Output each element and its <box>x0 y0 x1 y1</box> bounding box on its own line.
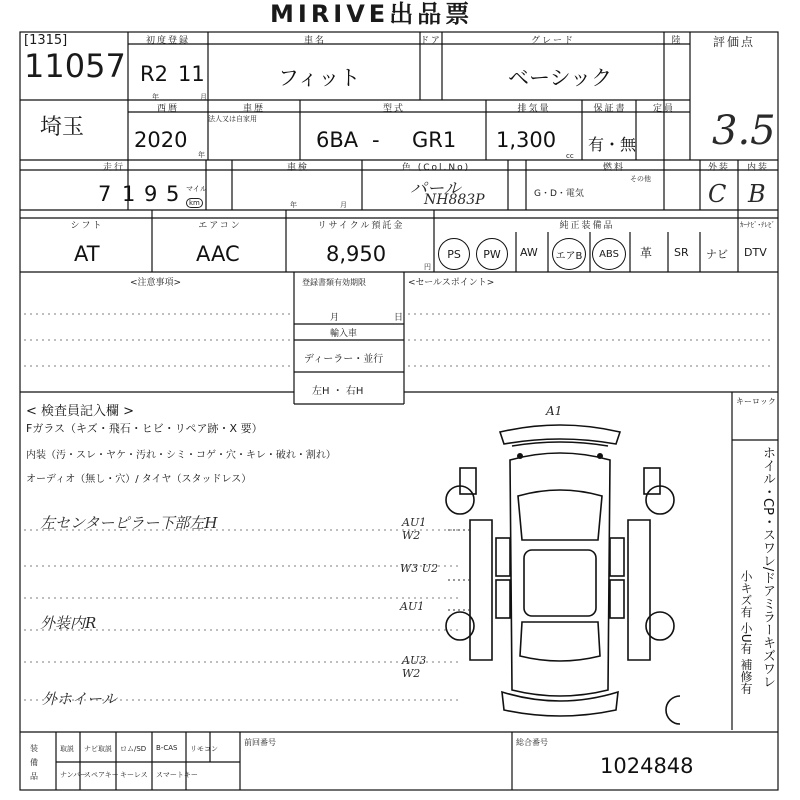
handwritten-note-3: 外ホイール <box>42 690 117 708</box>
header-recycle: リサイクル預託金 <box>317 221 405 231</box>
equipment-abs: ABS <box>592 238 626 270</box>
header-capacity: 定員 <box>652 104 675 114</box>
inspector-line-glass: Fガラス（キズ・飛石・ヒビ・リペア跡・X 要） <box>26 422 263 435</box>
damage-code-left2: W3 U2 <box>400 562 439 575</box>
ac-value: AAC <box>196 242 240 266</box>
item-rom-sd: ロム/SD <box>120 745 147 753</box>
interior-grade: B <box>748 180 766 208</box>
fuel-other: その他 <box>630 175 651 183</box>
header-exterior: 外装 <box>707 163 730 173</box>
header-options: 純正装備品 <box>559 221 615 231</box>
fuel-value: G・D・電気 <box>534 189 584 199</box>
inspector-line-interior: 内装（汚・スレ・ヤケ・汚れ・シミ・コゲ・穴・キレ・破れ・割れ） <box>26 450 336 461</box>
item-keyless: キーレス <box>120 771 148 779</box>
header-car-name: 車名 <box>303 36 326 46</box>
damage-code-top: A1 <box>546 404 563 418</box>
history-note: 法人又は自家用 <box>208 115 257 123</box>
header-score: 評価点 <box>712 35 755 49</box>
car-diagram <box>440 410 680 730</box>
model-year: 2020 <box>134 128 188 152</box>
general-number: 1024848 <box>600 754 694 778</box>
header-displacement: 排気量 <box>517 104 551 114</box>
mileage-digit-4: 5 <box>166 182 180 206</box>
handwritten-note-2: 外装内R <box>40 614 97 632</box>
header-history: 車歴 <box>242 104 265 114</box>
damage-code-left4: AU3 W2 <box>402 654 427 680</box>
accessories-label: 装備品 <box>30 744 38 781</box>
header-grade: グレード <box>530 36 575 46</box>
import-label: 輸入車 <box>330 329 358 339</box>
sales-points-label: <セールスポイント> <box>408 278 495 288</box>
header-interior: 内装 <box>746 163 769 173</box>
header-door: ドア <box>420 36 442 46</box>
item-remote: リモコン <box>190 745 218 753</box>
mileage-digit-2: 1 <box>122 182 136 206</box>
prefecture: 埼玉 <box>40 115 85 140</box>
mileage-digit-1: 7 <box>98 182 112 206</box>
header-first-reg: 初度登録 <box>145 36 190 46</box>
lot-bracket: [1315] <box>24 33 68 48</box>
header-color: 色 (Col.No) <box>401 163 471 173</box>
prev-number-label: 前回番号 <box>244 738 276 747</box>
inspection-year-unit: 年 <box>290 201 297 209</box>
item-bcas: B-CAS <box>156 744 178 752</box>
car-name: フィット <box>278 66 361 90</box>
import-dealer: ディーラー・並行 <box>304 354 384 365</box>
displacement-unit: cc <box>566 152 574 160</box>
equipment-dtv: DTV <box>744 246 767 259</box>
notes-label: <注意事項> <box>130 278 182 288</box>
equipment-sr: SR <box>674 246 689 259</box>
item-manual: 取説 <box>60 745 74 753</box>
shift-value: AT <box>74 242 100 266</box>
equipment-pw: PW <box>476 238 508 270</box>
car-grade: ベーシック <box>508 66 613 90</box>
mileage-digit-3: 9 <box>144 182 158 206</box>
handwritten-note-1: 左センターピラー下部左H <box>40 514 218 532</box>
warranty-value: 有・無 <box>588 135 637 154</box>
header-warranty: 保証書 <box>593 104 627 114</box>
item-plate: ナンバー <box>60 771 88 779</box>
item-nav-manual: ナビ取説 <box>84 745 112 753</box>
header-option-misc: ｶｰﾅﾋﾞ･ﾃﾚﾋﾞ <box>740 221 775 229</box>
lot-number: 11057 <box>24 47 126 85</box>
equipment-ps: PS <box>438 238 470 270</box>
reg-year-unit: 年 <box>152 93 159 101</box>
item-spare-key: スペアキー <box>84 771 119 779</box>
header-fuel: 燃料 <box>602 163 625 173</box>
reg-era: R2 <box>140 62 168 86</box>
header-inspection: 車検 <box>286 163 309 173</box>
recycle-fee: 8,950 <box>326 242 387 266</box>
reg-month: 11 <box>178 62 205 86</box>
header-ac: エアコン <box>198 221 242 231</box>
equipment-leather: 革 <box>640 246 653 260</box>
recycle-yen-unit: 円 <box>424 263 431 271</box>
import-hand: 左H ・ 右H <box>312 386 364 397</box>
item-smart-key: スマートキー <box>156 771 198 779</box>
inspection-month-unit: 月 <box>340 201 347 209</box>
mileage-km-unit: km <box>186 198 203 208</box>
right-note-1: ホイル・CP・スワレ/ドアミラーキズワレ <box>760 446 775 689</box>
header-shift: シフト <box>70 221 104 231</box>
inspector-label: < 検査員記入欄 > <box>26 404 135 419</box>
header-mileage: 走行 <box>102 163 125 173</box>
header-model: 型式 <box>382 104 405 114</box>
score-value: 3.5 <box>712 108 776 154</box>
form-title: MIRIVE出品票 <box>270 0 474 28</box>
exterior-grade: C <box>708 180 727 208</box>
inspector-line-audio: オーディオ（無し・穴）/ タイヤ（スタッドレス） <box>26 474 252 485</box>
model-dash: - <box>372 128 380 152</box>
model-year-unit: 年 <box>198 151 205 159</box>
equipment-aw: AW <box>520 246 538 259</box>
equipment-airbag: エアB <box>552 238 586 270</box>
model-prefix: 6BA <box>316 128 359 152</box>
general-number-label: 総合番号 <box>516 738 548 747</box>
header-hanger: 陸 <box>671 36 683 46</box>
displacement: 1,300 <box>496 128 557 152</box>
doc-day: 日 <box>394 313 404 323</box>
mileage-mile-unit: マイル <box>186 185 207 193</box>
damage-code-left3: AU1 <box>400 600 425 613</box>
header-year-cal: 西暦 <box>156 104 179 114</box>
doc-deadline-label: 登録書類有効期限 <box>302 278 366 287</box>
model-code: GR1 <box>412 128 457 152</box>
keylock-label: キーロック <box>736 397 776 406</box>
color-code: NH883P <box>424 192 485 208</box>
color-name: パール <box>410 179 461 199</box>
right-note-2: 小キズ有 小U有 補修有 <box>739 570 753 695</box>
damage-code-left1: AU1 W2 <box>402 516 427 542</box>
equipment-navi: ナビ <box>706 248 728 261</box>
reg-month-unit: 月 <box>200 93 207 101</box>
doc-month: 月 <box>330 313 340 323</box>
